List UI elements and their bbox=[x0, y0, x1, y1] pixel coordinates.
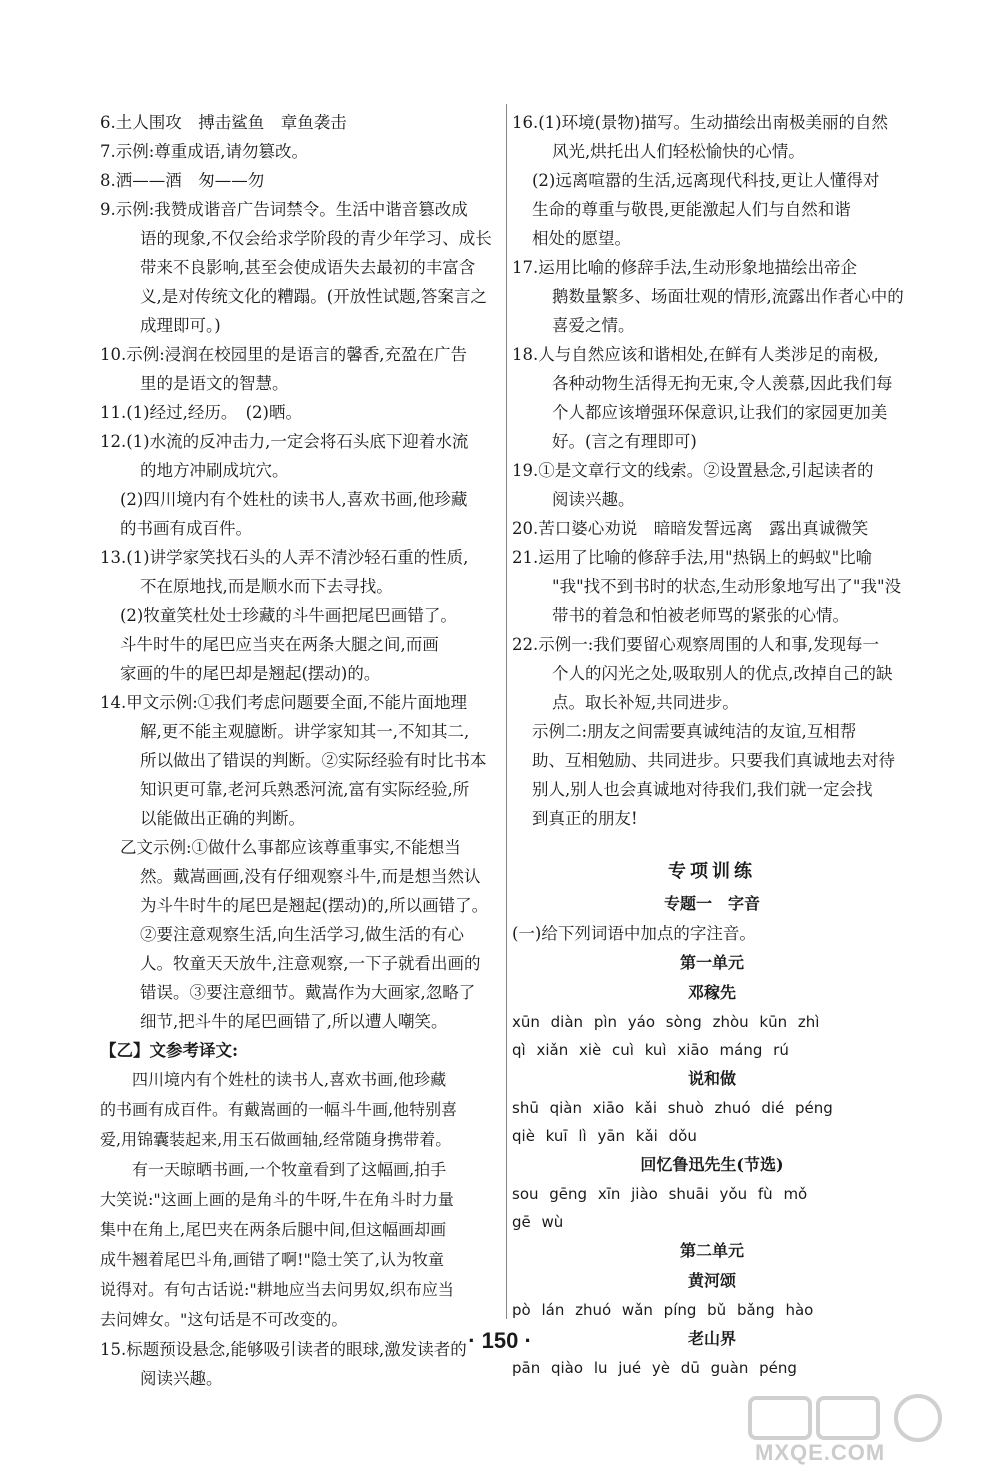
left-answer bbox=[100, 485, 505, 543]
lesson-title: 说和做 bbox=[687, 1069, 736, 1088]
answer-line: 带书的着急和怕被老师骂的紧张的心情。 bbox=[552, 606, 849, 625]
watermark-text: MXQE.COM bbox=[755, 1440, 886, 1465]
translation-body bbox=[100, 1065, 505, 1335]
answer-line: (2)四川境内有个姓杜的读书人,喜欢书画,他珍藏 bbox=[120, 490, 468, 509]
left-answer bbox=[100, 340, 505, 398]
instruction: (一)给下列词语中加点的字注音。 bbox=[512, 924, 756, 943]
unit-title: 第二单元 bbox=[679, 1241, 744, 1260]
left-answer bbox=[100, 166, 505, 195]
right-answer bbox=[512, 166, 912, 253]
answer-line: 的书画有成百件。 bbox=[120, 519, 252, 538]
answer-line: 家画的牛的尾巴却是翘起(摆动)的。 bbox=[120, 664, 381, 683]
right-answer bbox=[512, 630, 912, 717]
answer-line: 别人,别人也会真诚地对待我们,我们就一定会找 bbox=[532, 780, 873, 799]
page-number: · 150 · bbox=[468, 1328, 532, 1353]
left-answer bbox=[100, 688, 505, 833]
answer-line: 阅读兴趣。 bbox=[552, 490, 635, 509]
translation-line: 成牛翘着尾巴斗角,画错了啊!"隐士笑了,认为牧童 bbox=[100, 1250, 444, 1269]
translation-line: 说得对。有句古话说:"耕地应当去问男奴,织布应当 bbox=[100, 1280, 454, 1299]
topic-title: 专题一 字音 bbox=[663, 894, 760, 913]
left-answer bbox=[100, 601, 505, 688]
answer-line: 12.(1)水流的反冲击力,一定会将石头底下迎着水流 bbox=[100, 432, 469, 451]
lesson-title: 回忆鲁迅先生(节选) bbox=[640, 1155, 784, 1174]
answer-line: 10.示例:浸润在校园里的是语言的馨香,充盈在广告 bbox=[100, 345, 468, 364]
answer-line: 的地方冲刷成坑穴。 bbox=[140, 461, 289, 480]
answer-line: 风光,烘托出人们轻松愉快的心情。 bbox=[552, 142, 805, 161]
answer-line: 为斗牛时牛的尾巴是翘起(摆动)的,所以画错了。 bbox=[140, 896, 489, 915]
lesson-title: 邓稼先 bbox=[687, 983, 736, 1002]
answer-line: 以能做出正确的判断。 bbox=[140, 809, 305, 828]
pinyin-line: qì xiǎn xiè cuì kuì xiāo máng rú bbox=[512, 1041, 789, 1059]
left-answer bbox=[100, 195, 505, 340]
pinyin-units bbox=[512, 948, 912, 1382]
right-answer bbox=[512, 456, 912, 514]
answer-line: 错误。③要注意细节。戴嵩作为大画家,忽略了 bbox=[140, 983, 476, 1002]
pinyin-line: pān qiào lu jué yè dū guàn péng bbox=[512, 1359, 797, 1377]
translation-line: 的书画有成百件。有戴嵩画的一幅斗牛画,他特别喜 bbox=[100, 1100, 458, 1119]
answer-line: ②要注意观察生活,向生活学习,做生活的有心 bbox=[140, 925, 464, 944]
answer-line: 所以做出了错误的判断。②实际经验有时比书本 bbox=[140, 751, 487, 770]
answer-line: "我"找不到书时的状态,生动形象地写出了"我"没 bbox=[552, 577, 902, 596]
left-answer bbox=[100, 543, 505, 601]
answer-line: 喜爱之情。 bbox=[552, 316, 635, 335]
left-answer bbox=[100, 137, 505, 166]
answer-line: 个人都应该增强环保意识,让我们的家园更加美 bbox=[552, 403, 888, 422]
answer-line: 个人的闪光之处,吸取别人的优点,改掉自己的缺 bbox=[552, 664, 893, 683]
pinyin-line: sou gēng xīn jiào shuāi yǒu fù mǒ bbox=[512, 1185, 808, 1203]
answer-line: 各种动物生活得无拘无束,令人羡慕,因此我们每 bbox=[552, 374, 893, 393]
pinyin-line: qiè kuī lì yān kǎi dǒu bbox=[512, 1127, 697, 1145]
answer-line: 然。戴嵩画画,没有仔细观察斗牛,而是想当然认 bbox=[140, 867, 481, 886]
translation-line: 爱,用锦囊装起来,用玉石做画轴,经常随身携带着。 bbox=[100, 1130, 452, 1149]
answer-15-line1: 15.标题预设悬念,能够吸引读者的眼球,激发读者的 bbox=[100, 1340, 467, 1359]
right-column bbox=[512, 108, 912, 1382]
answer-line: 细节,把斗牛的尾巴画错了,所以遭人嘲笑。 bbox=[140, 1012, 448, 1031]
answer-line: 11.(1)经过,经历。 (2)晒。 bbox=[100, 403, 302, 422]
answer-line: 助、互相勉励、共同进步。只要我们真诚地去对待 bbox=[532, 751, 895, 770]
answer-line: 9.示例:我赞成谐音广告词禁令。生活中谐音篡改成 bbox=[100, 200, 468, 219]
answer-line: 斗牛时牛的尾巴应当夹在两条大腿之间,而画 bbox=[120, 635, 439, 654]
answer-line: 里的是语文的智慧。 bbox=[140, 374, 289, 393]
left-answer bbox=[100, 108, 505, 137]
answer-line: 21.运用了比喻的修辞手法,用"热锅上的蚂蚁"比喻 bbox=[512, 548, 873, 567]
column-divider bbox=[506, 104, 507, 1319]
answer-line: 解,更不能主观臆断。讲学家知其一,不知其二, bbox=[140, 722, 470, 741]
answer-line: 点。取长补短,共同进步。 bbox=[552, 693, 739, 712]
answer-line: 18.人与自然应该和谐相处,在鲜有人类涉足的南极, bbox=[512, 345, 879, 364]
answer-line: 17.运用比喻的修辞手法,生动形象地描绘出帝企 bbox=[512, 258, 857, 277]
answer-line: 16.(1)环境(景物)描写。生动描绘出南极美丽的自然 bbox=[512, 113, 888, 132]
answer-line: (2)牧童笑杜处士珍藏的斗牛画把尾巴画错了。 bbox=[120, 606, 457, 625]
answer-line: 人。牧童天天放牛,注意观察,一下子就看出画的 bbox=[140, 954, 481, 973]
translation-line: 去问婢女。"这句话是不可改变的。 bbox=[100, 1310, 348, 1329]
right-answer bbox=[512, 543, 912, 630]
answer-line: 22.示例一:我们要留心观察周围的人和事,发现每一 bbox=[512, 635, 880, 654]
pinyin-line: pò lán zhuó wǎn píng bǔ bǎng hào bbox=[512, 1301, 814, 1319]
pinyin-line: shū qiàn xiāo kǎi shuò zhuó dié péng bbox=[512, 1099, 833, 1117]
answer-line: 好。(言之有理即可) bbox=[552, 432, 697, 451]
answer-line: 生命的尊重与敬畏,更能激起人们与自然和谐 bbox=[532, 200, 851, 219]
left-answer bbox=[100, 427, 505, 485]
pinyin-line: gē wù bbox=[512, 1213, 564, 1231]
answer-line: 知识更可靠,老河兵熟悉河流,富有实际经验,所 bbox=[140, 780, 470, 799]
translation-line: 大笑说:"这画上画的是角斗的牛呀,牛在角斗时力量 bbox=[100, 1190, 454, 1209]
answer-line: 义,是对传统文化的糟蹋。(开放性试题,答案言之 bbox=[140, 287, 487, 306]
answer-line: (2)远离喧嚣的生活,远离现代科技,更让人懂得对 bbox=[532, 171, 880, 190]
left-column bbox=[100, 108, 505, 1393]
right-answer bbox=[512, 108, 912, 166]
answer-line: 20.苦口婆心劝说 暗暗发誓远离 露出真诚微笑 bbox=[512, 519, 869, 538]
answer-line: 相处的愿望。 bbox=[532, 229, 631, 248]
answer-15-line2: 阅读兴趣。 bbox=[140, 1369, 223, 1388]
answer-line: 19.①是文章行文的线索。②设置悬念,引起读者的 bbox=[512, 461, 874, 480]
answer-line: 乙文示例:①做什么事都应该尊重事实,不能想当 bbox=[120, 838, 461, 857]
answer-line: 示例二:朋友之间需要真诚纯洁的友谊,互相帮 bbox=[532, 722, 857, 741]
translation-line: 四川境内有个姓杜的读书人,喜欢书画,他珍藏 bbox=[100, 1070, 447, 1089]
right-answer bbox=[512, 340, 912, 456]
lesson-title: 老山界 bbox=[687, 1329, 736, 1348]
lesson-title: 黄河颂 bbox=[687, 1271, 736, 1290]
answer-line: 语的现象,不仅会给求学阶段的青少年学习、成长 bbox=[140, 229, 492, 248]
answer-line: 13.(1)讲学家笑找石头的人弄不清沙轻石重的性质, bbox=[100, 548, 469, 567]
translation-line: 集中在角上,尾巴夹在两条后腿中间,但这幅画却画 bbox=[100, 1220, 447, 1239]
section-title: 专项训练 bbox=[668, 861, 756, 882]
left-answer bbox=[100, 833, 505, 1036]
answer-line: 6.土人围攻 搏击鲨鱼 章鱼袭击 bbox=[100, 113, 347, 132]
answer-line: 到真正的朋友! bbox=[532, 809, 638, 828]
answer-line: 带来不良影响,甚至会使成语失去最初的丰富含 bbox=[140, 258, 476, 277]
answer-line: 14.甲文示例:①我们考虑问题要全面,不能片面地理 bbox=[100, 693, 468, 712]
right-answer bbox=[512, 717, 912, 833]
right-answer-list bbox=[512, 108, 912, 833]
left-answer bbox=[100, 398, 505, 427]
translation-header: 【乙】文参考译文: bbox=[100, 1041, 239, 1060]
translation-line: 有一天晾晒书画,一个牧童看到了这幅画,拍手 bbox=[100, 1160, 447, 1179]
answer-line: 不在原地找,而是顺水而下去寻找。 bbox=[140, 577, 393, 596]
unit-title: 第一单元 bbox=[679, 953, 744, 972]
answer-line: 鹅数量繁多、场面壮观的情形,流露出作者心中的 bbox=[552, 287, 904, 306]
answer-line: 成理即可。) bbox=[140, 316, 221, 335]
right-answer bbox=[512, 514, 912, 543]
right-answer bbox=[512, 253, 912, 340]
answer-line: 8.洒——酒 匆——勿 bbox=[100, 171, 265, 190]
pinyin-line: xūn diàn pìn yáo sòng zhòu kūn zhì bbox=[512, 1013, 820, 1031]
answer-line: 7.示例:尊重成语,请勿篡改。 bbox=[100, 142, 309, 161]
left-answer-list bbox=[100, 108, 505, 1036]
